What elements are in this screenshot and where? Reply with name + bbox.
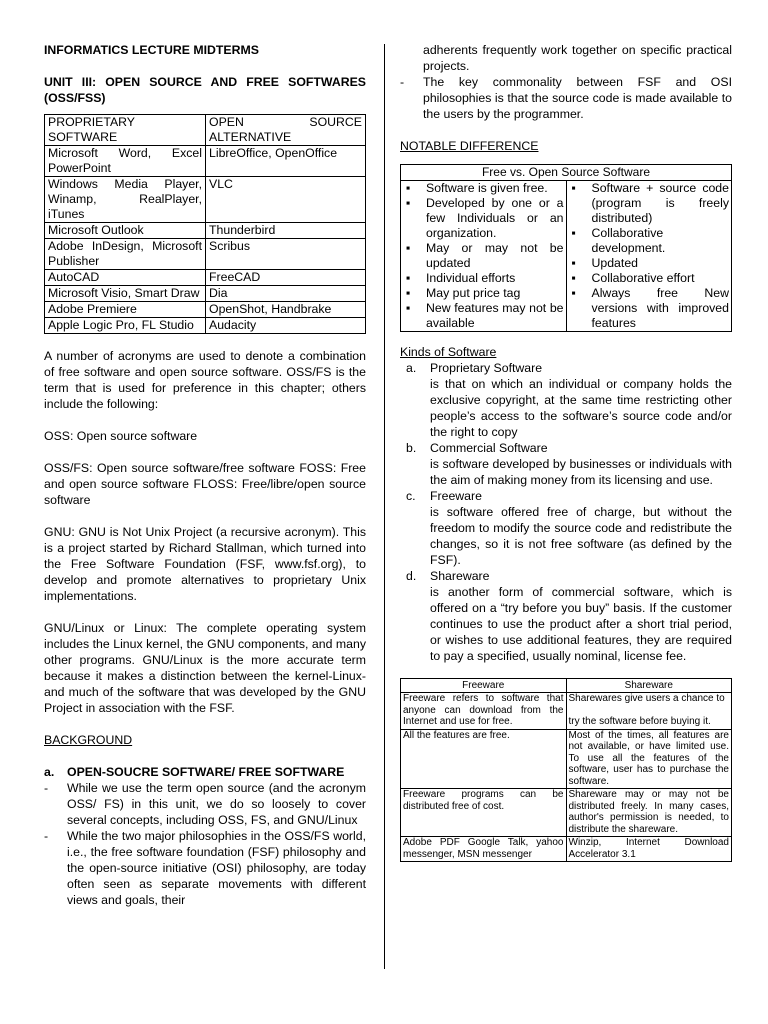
freeware-vs-shareware-table xyxy=(400,678,732,862)
table-cell: AutoCAD xyxy=(45,270,206,286)
table-cell: Shareware may or may not be distributed freely. In many cases, author's permission is needed, to distribute the shareware. xyxy=(566,789,732,837)
proprietary-vs-open-source-table xyxy=(44,114,366,334)
list-item: ▪ May or may not be updated xyxy=(403,241,564,271)
table-row xyxy=(401,729,732,789)
table-cell: Apple Logic Pro, FL Studio xyxy=(45,318,206,334)
table-row xyxy=(401,837,732,862)
kind-letter: d. xyxy=(406,569,417,583)
kind-item xyxy=(400,360,732,376)
table-cell xyxy=(566,693,732,730)
kind-description: is software developed by businesses or individuals with the aim of making money from its licensing and use. xyxy=(430,457,732,487)
table-cell: Adobe InDesign, Microsoft Publisher xyxy=(45,239,206,270)
table-cell: Adobe PDF Google Talk, yahoo messenger, MSN messenger xyxy=(401,837,567,862)
table-row xyxy=(45,177,366,223)
section-title: OPEN-SOUCRE SOFTWARE/ FREE SOFTWARE xyxy=(67,765,345,779)
table-cell: Microsoft Word, Excel PowerPoint xyxy=(45,146,206,177)
unit-heading: UNIT III: OPEN SOURCE AND FREE SOFTWARES (OSS/FSS) xyxy=(44,75,366,105)
document-title: INFORMATICS LECTURE MIDTERMS xyxy=(44,43,259,57)
kinds-of-software-section xyxy=(400,344,732,664)
table-header-cell: OPEN SOURCE ALTERNATIVE xyxy=(206,115,366,146)
kind-description: is software offered free of charge, but without the freedom to modify the source code and redistribute the changes, so it is not free software (as defined by the FSF). xyxy=(430,505,732,567)
kind-item xyxy=(400,568,732,584)
oss-bullet-list xyxy=(44,780,366,908)
list-item: ▪ Software is given free. xyxy=(403,181,564,196)
table-header-cell: Free vs. Open Source Software xyxy=(401,165,732,181)
table-cell: Dia xyxy=(206,286,366,302)
background-heading: BACKGROUND xyxy=(44,733,133,747)
table-row xyxy=(45,239,366,270)
table-cell: Scribus xyxy=(206,239,366,270)
list-item: ▪ Updated xyxy=(569,256,730,271)
table-cell: VLC xyxy=(206,177,366,223)
table-row xyxy=(401,789,732,837)
table-cell: LibreOffice, OpenOffice xyxy=(206,146,366,177)
table-header-row xyxy=(401,165,732,181)
cell-text: try the software before buying it. xyxy=(568,716,711,727)
oss-definition: OSS: Open source software xyxy=(44,429,198,443)
table-header-cell: Freeware xyxy=(401,679,567,693)
list-item: - While the two major philosophies in the OSS/FS world, i.e., the free software foundation (FSF) philosophy and the open-source initiative (OSI) philosophy, are today often seen as separate movements with different views and goals, their xyxy=(44,828,366,908)
gnu-linux-definition: GNU/Linux or Linux: The complete operating system includes the Linux kernel, the GNU components, and many other programs. GNU/Linux is the more accurate term because it makes a distinction between the kernel-Linux- and much of the software that was developed by the GNU Project in association with the FSF. xyxy=(44,621,366,715)
notable-difference-heading: NOTABLE DIFFERENCE xyxy=(400,139,539,153)
list-item: ▪ Developed by one or a few Individuals or an organization. xyxy=(403,196,564,241)
table-cell: Winzip, Internet Download Accelerator 3.1 xyxy=(566,837,732,862)
table-row xyxy=(45,286,366,302)
open-source-cell xyxy=(566,181,732,332)
kind-letter: c. xyxy=(406,489,416,503)
list-item: - While we use the term open source (and the acronym OSS/ FS) in this unit, we do so loosely to cover several concepts, including OSS, FS, and GNU/Linux xyxy=(44,780,366,828)
table-cell: FreeCAD xyxy=(206,270,366,286)
gnu-definition: GNU: GNU is Not Unix Project (a recursive acronym). This is a project started by Richard Stallman, which turned into the Free Software Foundation (FSF, www.fsf.org), to develop and promote alternatives to proprietary Unix implementations. xyxy=(44,525,366,603)
kind-title: Freeware xyxy=(430,489,482,503)
table-cell: Adobe Premiere xyxy=(45,302,206,318)
continued-text: adherents frequently work together on specific practical projects. xyxy=(423,43,732,73)
table-header-row xyxy=(45,115,366,146)
ossfs-definition: OSS/FS: Open source software/free software FOSS: Free and open source software FLOSS: Free/libre/open source software xyxy=(44,461,366,507)
kind-description: is another form of commercial software, which is offered on a “try before you buy” basis. If the customer continues to use the product after a short trial period, or wishes to use additional features, they are required to pay a specified, usually nominal, license fee. xyxy=(430,585,732,663)
section-letter: a. xyxy=(44,765,55,779)
free-vs-open-source-table xyxy=(400,164,732,332)
acronyms-paragraph: A number of acronyms are used to denote a combination of free software and open source software. OSS/FS is the term that is used for preference in this chapter; others include the following: xyxy=(44,349,366,411)
kind-title: Commercial Software xyxy=(430,441,548,455)
kind-item xyxy=(400,488,732,504)
table-header-row xyxy=(401,679,732,693)
list-item: ▪ Collaborative effort xyxy=(569,271,730,286)
table-cell: All the features are free. xyxy=(401,729,567,789)
list-item: ▪ Always free New versions with improved features xyxy=(569,286,730,331)
kind-item xyxy=(400,440,732,456)
list-item: ▪ Individual efforts xyxy=(403,271,564,286)
table-header-cell: Shareware xyxy=(566,679,732,693)
section-a-heading xyxy=(44,764,366,780)
column-divider xyxy=(384,44,385,969)
table-row xyxy=(45,270,366,286)
kind-description: is that on which an individual or company holds the exclusive copyright, at the same time restricting other people’s access to the software’s source code and/or the right to copy xyxy=(430,377,732,439)
table-cell: Freeware refers to software that anyone can download from the Internet and use for free. xyxy=(401,693,567,730)
left-column xyxy=(44,42,366,908)
table-cell: Audacity xyxy=(206,318,366,334)
table-cell: OpenShot, Handbrake xyxy=(206,302,366,318)
table-row xyxy=(401,693,732,730)
table-cell: Windows Media Player, Winamp, RealPlayer, iTunes xyxy=(45,177,206,223)
kind-letter: a. xyxy=(406,361,417,375)
table-row xyxy=(45,223,366,239)
table-cell: Microsoft Outlook xyxy=(45,223,206,239)
cell-text: Sharewares give users a chance to xyxy=(568,693,725,704)
kind-title: Proprietary Software xyxy=(430,361,543,375)
table-row xyxy=(401,181,732,332)
open-source-list xyxy=(569,181,730,331)
free-software-cell xyxy=(401,181,567,332)
table-header-cell: PROPRIETARY SOFTWARE xyxy=(45,115,206,146)
table-cell: Microsoft Visio, Smart Draw xyxy=(45,286,206,302)
list-item: - The key commonality between FSF and OSI philosophies is that the source code is made available to the users by the programmer. xyxy=(400,74,732,122)
kind-letter: b. xyxy=(406,441,417,455)
list-item: ▪ New features may not be available xyxy=(403,301,564,331)
list-item: ▪ Collaborative development. xyxy=(569,226,730,256)
commonality-list xyxy=(400,74,732,122)
list-item: ▪ Software + source code (program is freely distributed) xyxy=(569,181,730,226)
table-row xyxy=(45,302,366,318)
table-cell: Freeware programs can be distributed free of cost. xyxy=(401,789,567,837)
free-software-list xyxy=(403,181,564,331)
kinds-heading: Kinds of Software xyxy=(400,345,497,359)
table-row xyxy=(45,146,366,177)
list-item: ▪ May put price tag xyxy=(403,286,564,301)
table-row xyxy=(45,318,366,334)
table-cell: Thunderbird xyxy=(206,223,366,239)
right-column xyxy=(400,42,732,862)
kind-title: Shareware xyxy=(430,569,490,583)
table-cell: Most of the times, all features are not available, or have limited use. To use all the features of the software, user has to purchase the software. xyxy=(566,729,732,789)
